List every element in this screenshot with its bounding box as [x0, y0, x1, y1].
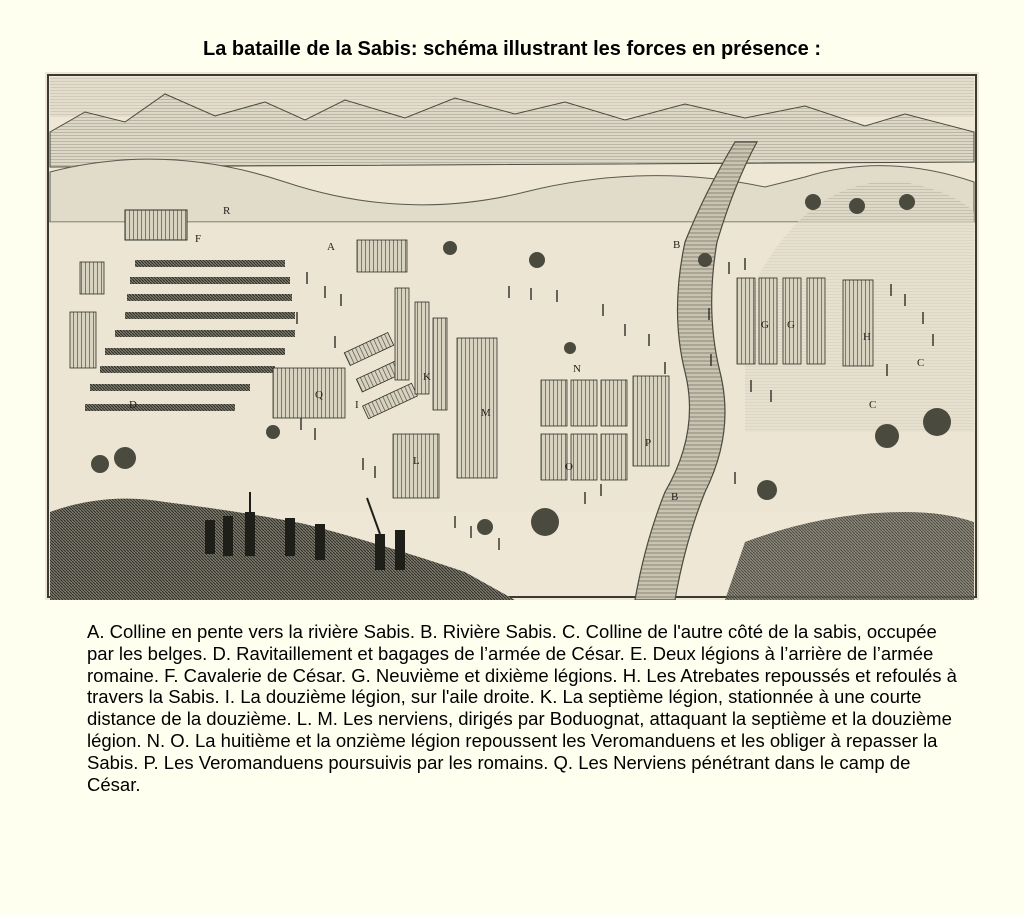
map-letter-b-lower: B [671, 491, 679, 503]
map-letter-g-right: G [787, 319, 795, 331]
map-letter-q: Q [315, 389, 323, 401]
legend-text: A. Colline en pente vers la rivière Sabis. B. Rivière Sabis. C. Colline de l'autre côté de la sabis, occupée par les belges. D. Ravitaillement et bagages de l’armée de César. E. Deux légions à l’arrière de l’armée romaine. F. Cavalerie de César. G. Neuvième et dixième légions. H. Les Atrebates repoussés et refoulés à travers la Sabis. I. La douzième légion, sur l'aile droite. K. La septième légion, stationnée à une courte distance de la douzième. L. M. Les nerviens, dirigés par Boduognat, attaquant la septième et la douzième légion. N. O. La huitième et la onzième légion repoussent les Veromanduens et les obliger à repasser la Sabis. P. Les Veromanduens poursuivis par les romains. Q. Les Nerviens pénétrant dans le camp de César. [87, 621, 957, 795]
map-letter-c-upper: C [917, 357, 925, 369]
map-letter-d: D [129, 399, 137, 411]
map-letter-l: L [413, 455, 420, 467]
map-letter-p: P [645, 437, 652, 449]
map-letter-r: R [223, 205, 231, 217]
map-letter-g-left: G [761, 319, 769, 331]
map-letter-f: F [195, 233, 202, 245]
page-title: La bataille de la Sabis: schéma illustrant les forces en présence : [202, 38, 822, 60]
map-letter-k: K [423, 371, 431, 383]
map-letter-b-upper: B [673, 239, 681, 251]
map-letter-i: I [355, 399, 359, 411]
roman-camp [125, 210, 187, 240]
map-letter-m: M [481, 407, 491, 419]
battle-engraving [45, 72, 979, 600]
map-letter-n: N [573, 363, 581, 375]
map-letter-o: O [565, 461, 573, 473]
map-letter-c-lower: C [869, 399, 877, 411]
map-letter-h: H [863, 331, 871, 343]
map-letter-a: A [327, 241, 335, 253]
